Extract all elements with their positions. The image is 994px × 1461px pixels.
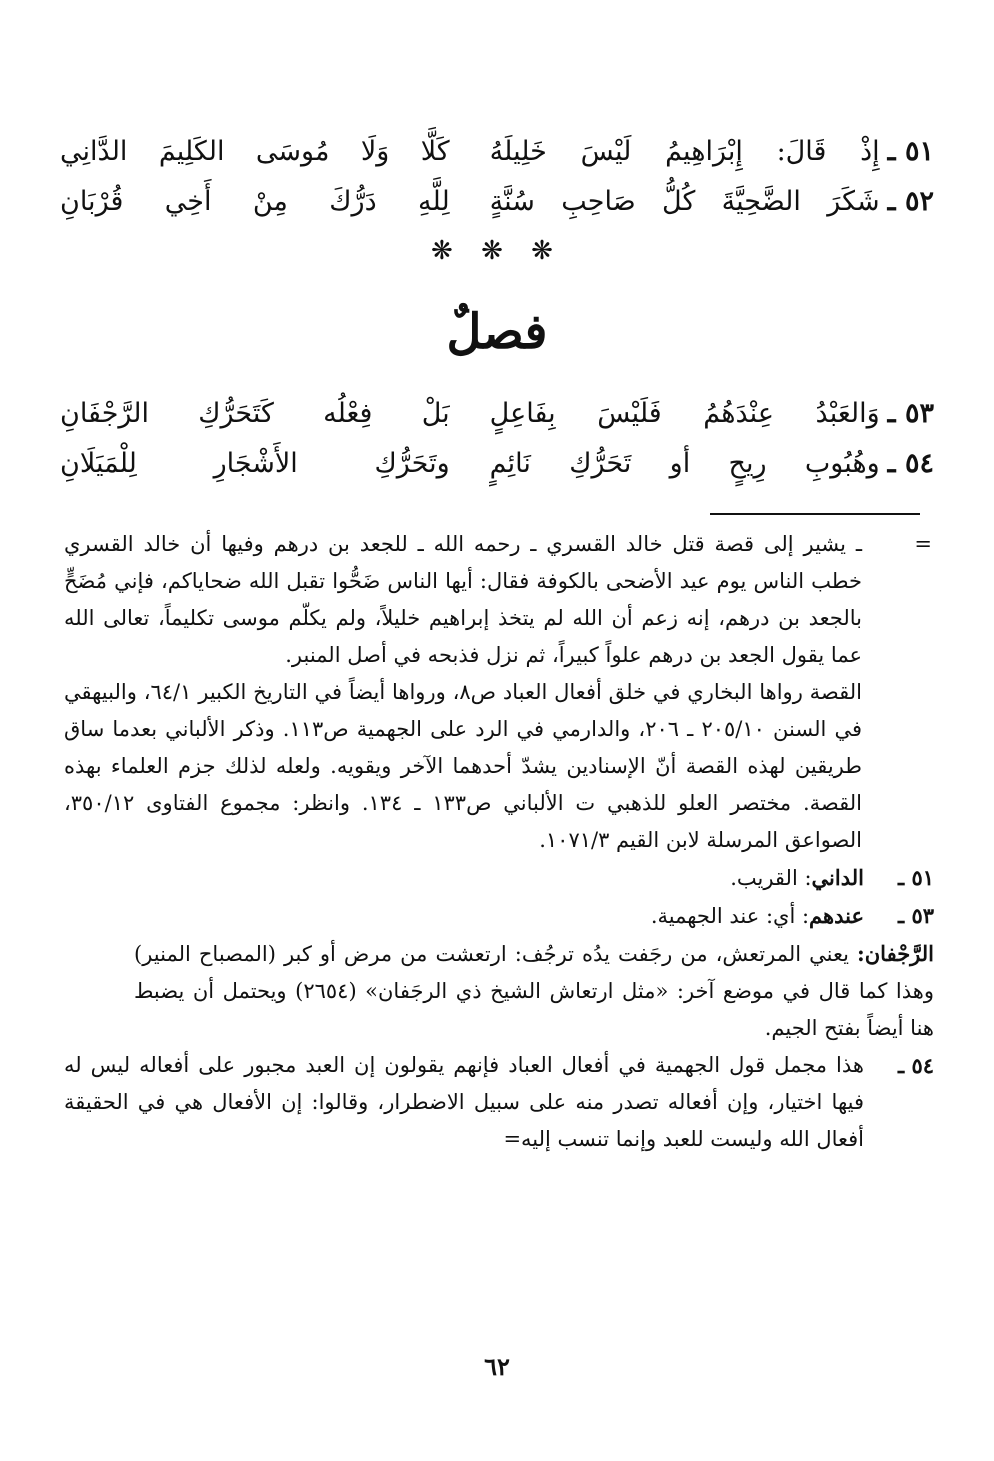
- footnote-marker: ٥٤ ـ: [897, 1053, 934, 1078]
- footnote-term: عندهم: [809, 903, 864, 928]
- first-hemistich: وهُبُوبِ رِيحٍ أو تَحَرُّكِ نَائِمٍ: [489, 447, 880, 479]
- second-hemistich: لِلَّهِ دَرُّكَ مِنْ أَخِي قُرْبَانِ: [60, 185, 450, 217]
- footnote-body: [64, 526, 862, 859]
- footnote-body: [64, 897, 864, 935]
- verse-number: ٥٤ ـ: [887, 447, 934, 479]
- footnote-51: [64, 859, 934, 897]
- first-hemistich: وَالعَبْدُ عِنْدَهُمُ فَلَيْسَ بِفَاعِلٍ: [489, 397, 880, 429]
- footnote-marker: ٥٣ ـ: [897, 903, 934, 928]
- couplet-53: [60, 388, 934, 438]
- section-title: فصلٌ: [446, 304, 548, 360]
- footnote-paragraph: [64, 859, 864, 897]
- first-hemistich: شَكَرَ الضَّحِيَّةَ كُلُّ صَاحِبِ سُنَّةٍ: [489, 185, 880, 217]
- footnote-paragraph: [64, 1047, 864, 1158]
- footnote-text: : القريب.: [730, 866, 812, 890]
- first-hemistich: إِذْ قَالَ: إِبْرَاهِيمُ لَيْسَ خَلِيلَهُ: [489, 135, 880, 167]
- couplet-54: [60, 438, 934, 488]
- footnote-body: [64, 1047, 864, 1158]
- footnote-text: : أي: عند الجهمية.: [650, 904, 810, 928]
- footnote-53: [64, 897, 934, 935]
- footnote-body: [134, 935, 934, 1047]
- footnote-paragraph: [134, 935, 934, 1047]
- footnote-paragraph: [64, 897, 864, 935]
- footnote-paragraph: القصة رواها البخاري في خلق أفعال العباد ص٨، ورواها أيضاً في التاريخ الكبير ٦٤/١، والبيهقي في السنن ٢٠٥/١٠ ـ ٢٠٦، والدارمي في الرد على الجهمية ص١١٣. وذكر الألباني بعدما ساق طريقين لهذه القصة أنّ الإسنادين يشدّ أحدهما الآخر ويقويه. ولعله لذلك جزم العلماء بهذه القصة. مختصر العلو للذهبي ت الألباني ص١٣٣ ـ ١٣٤. وانظر: مجموع الفتاوى ٣٥٠/١٢، الصواعق المرسلة لابن القيم ١٠٧١/٣.: [64, 680, 862, 852]
- second-hemistich: بَلْ فِعْلُه كَتَحَرُّكِ الرَّجْفَانِ: [60, 397, 450, 429]
- second-hemistich: وتَحَرُّكِ الأَشْجَارِ لِلْمَيَلَانِ: [60, 447, 450, 479]
- poem-block-after: [60, 388, 934, 488]
- footnote-divider: [710, 513, 920, 515]
- footnote-text: يعني المرتعش، من رجَفت يدُه ترجُف: ارتعشت من مرض أو كبر (المصباح المنير) وهذا كما قال في موضع آخر: «مثل ارتعاش الشيخ ذي الرجَفان» (٢٦٥٤) ويحتمل أن يضبط هنا أيضاً بفتح الجيم.: [134, 942, 934, 1040]
- footnotes: [64, 526, 934, 1158]
- footnote-paragraph: ـ يشير إلى قصة قتل خالد القسري ـ رحمه الله ـ للجعد بن درهم وفيها أن خالد القسري خطب الناس يوم عيد الأضحى بالكوفة فقال: أيها الناس ضَحُّوا تقبل الله ضحاياكم، فإني مُضَحٍّ بالجعد بن درهم، إنه زعم أن الله لم يتخذ إبراهيم خليلاً، ولم يكلّم موسى تكليماً، تعالى الله عما يقول الجعد بن درهم علواً كبيراً، ثم نزل فذبحه في أصل المنبر.: [64, 532, 862, 667]
- footnote-53-continued: [64, 935, 934, 1047]
- footnote-body: [64, 859, 864, 897]
- verse-number: ٥٢ ـ: [887, 185, 934, 217]
- footnote-marker: ٥١ ـ: [897, 865, 934, 890]
- footnote-term: الرَّجْفان:: [857, 941, 934, 966]
- section-separator: ❋ ❋ ❋: [431, 236, 563, 266]
- verse-number: ٥٣ ـ: [887, 397, 934, 429]
- footnote-continuation: [64, 526, 934, 859]
- footnote-text: هذا مجمل قول الجهمية في أفعال العباد فإنهم يقولون إن العبد مجبور على أفعاله ليس له فيها اختيار، وإن أفعاله تصدر منه على سبيل الاضطرار، وقالوا: إن الأفعال هي في الحقيقة أفعال الله وليست للعبد وإنما تنسب إليه=: [64, 1053, 864, 1151]
- poem-block-before: [60, 126, 934, 226]
- page-number: ٦٢: [484, 1352, 510, 1381]
- verse-number: ٥١ ـ: [887, 135, 934, 167]
- couplet-52: [60, 176, 934, 226]
- continuation-marker: =: [914, 532, 932, 556]
- footnote-54: [64, 1047, 934, 1158]
- second-hemistich: كَلَّا وَلَا مُوسَى الكَلِيمَ الدَّانِي: [60, 135, 450, 167]
- footnote-term: الداني: [811, 865, 864, 890]
- couplet-51: [60, 126, 934, 176]
